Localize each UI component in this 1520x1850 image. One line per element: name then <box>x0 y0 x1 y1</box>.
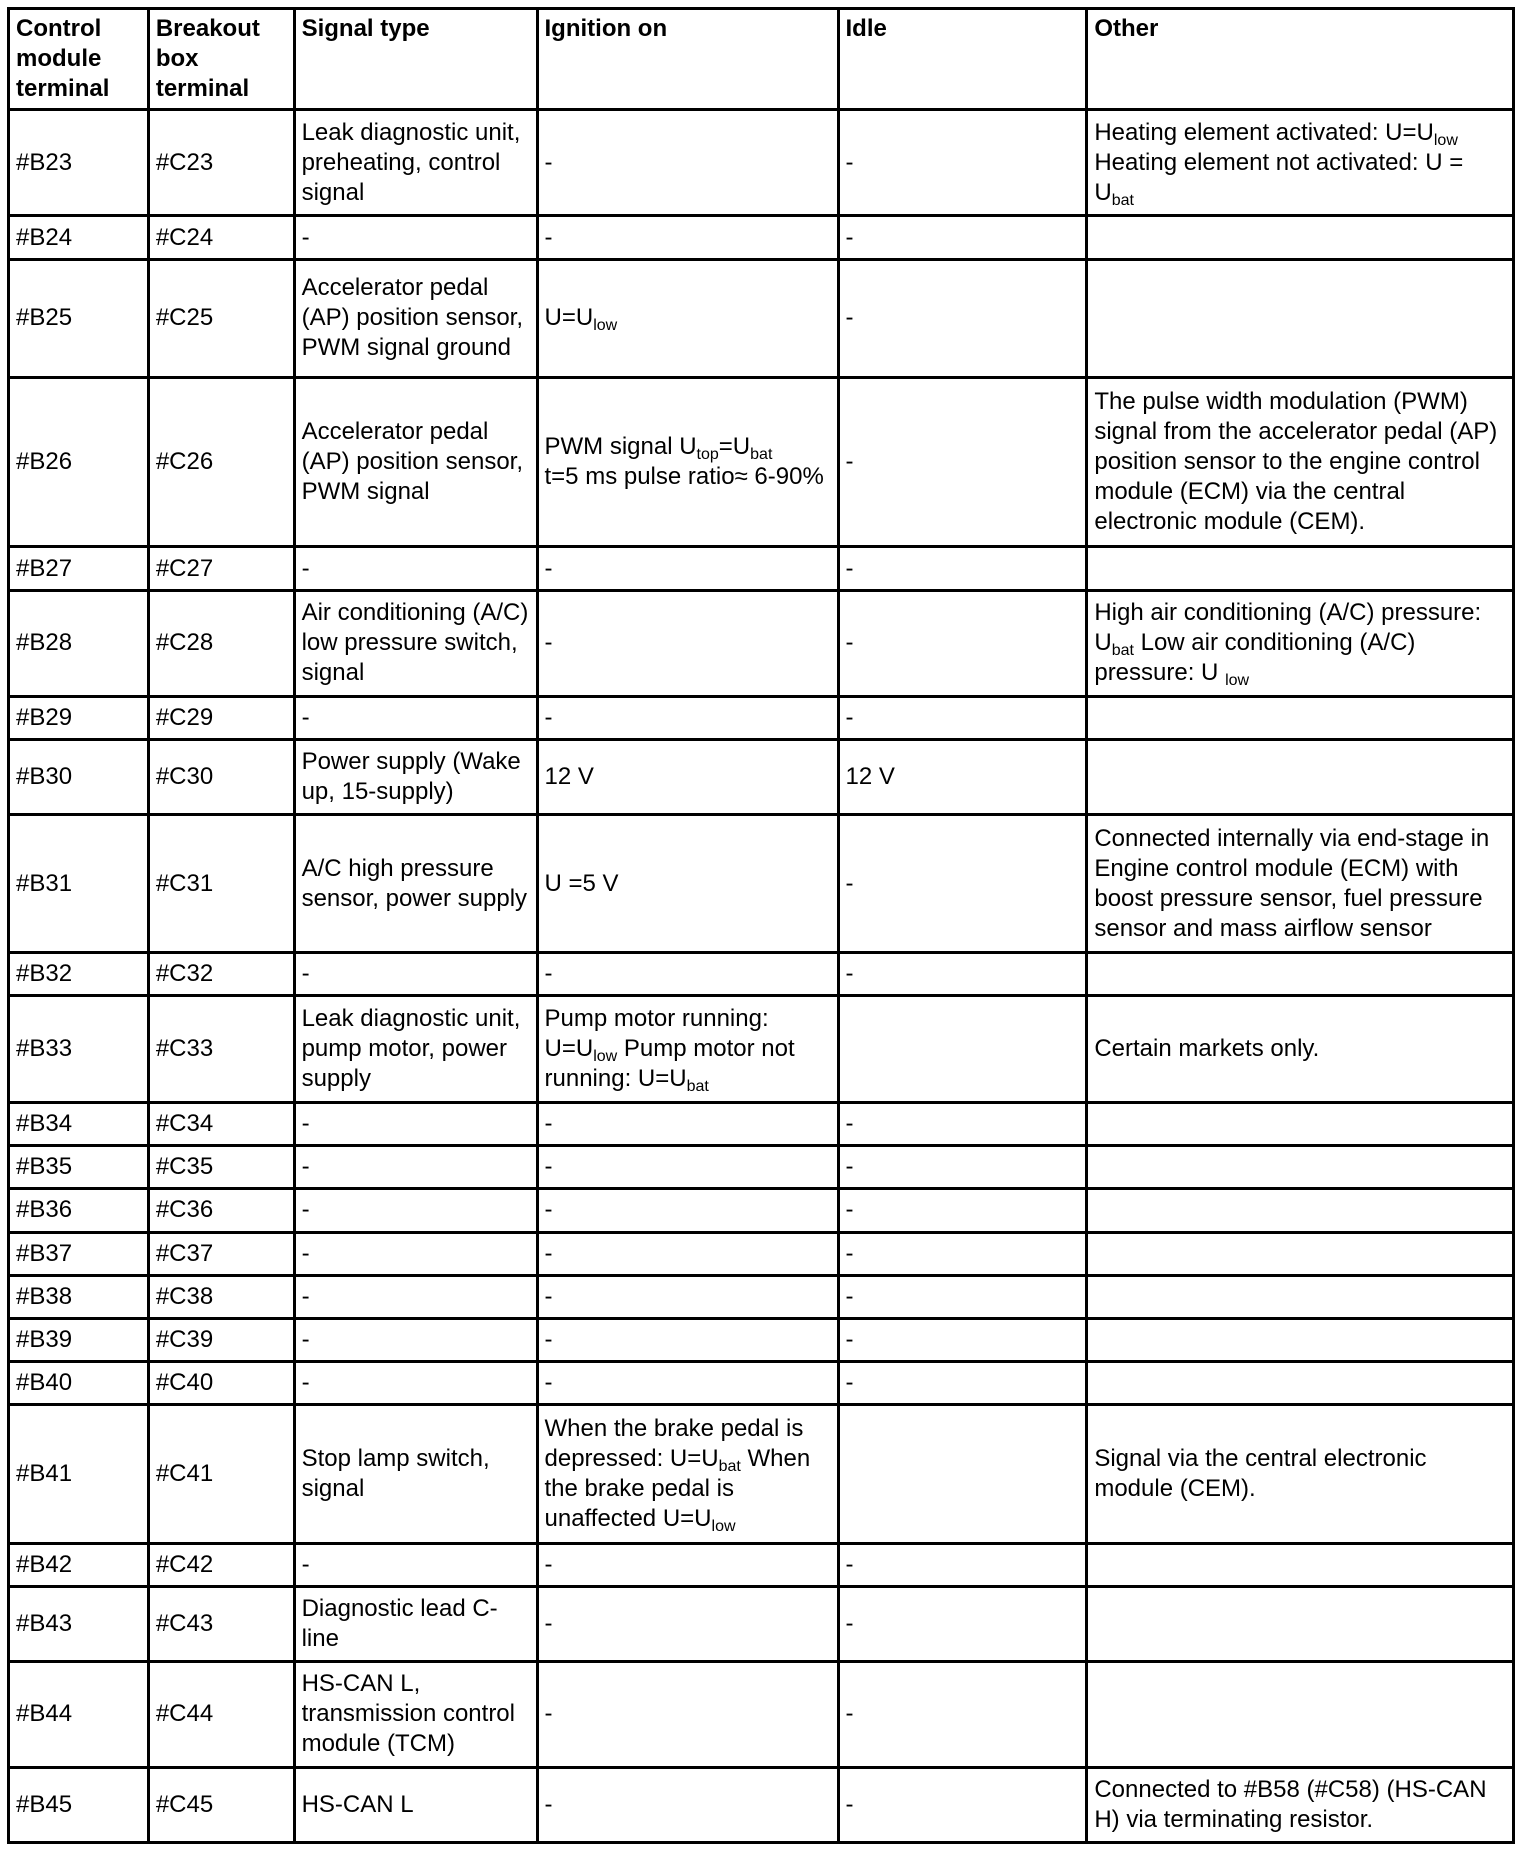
table-row <box>9 1146 1514 1189</box>
idle-cell: - <box>838 1146 1087 1189</box>
header-idle: Idle <box>838 9 1087 110</box>
idle-cell: - <box>838 1232 1087 1275</box>
table-row <box>9 996 1514 1102</box>
control-module-terminal-cell: #B45 <box>9 1768 149 1843</box>
other-cell <box>1087 1146 1514 1189</box>
idle-cell: - <box>838 1319 1087 1362</box>
breakout-box-terminal-cell: #C27 <box>148 547 294 590</box>
idle-cell: - <box>838 1586 1087 1661</box>
ignition-on-cell: - <box>537 1586 838 1661</box>
ignition-on-cell: - <box>537 1102 838 1145</box>
header-row <box>9 9 1514 110</box>
header-breakout-box-terminal: Breakout box terminal <box>148 9 294 110</box>
table-row <box>9 1768 1514 1843</box>
idle-cell: - <box>838 1543 1087 1586</box>
table-row <box>9 377 1514 547</box>
signal-type-cell: Accelerator pedal (AP) position sensor, PWM signal ground <box>294 259 537 377</box>
other-cell: Certain markets only. <box>1087 996 1514 1102</box>
breakout-box-terminal-cell: #C37 <box>148 1232 294 1275</box>
signal-type-cell: - <box>294 1232 537 1275</box>
header-other: Other <box>1087 9 1514 110</box>
table-row <box>9 1189 1514 1232</box>
signal-type-cell: - <box>294 1189 537 1232</box>
idle-cell: - <box>838 110 1087 216</box>
control-module-terminal-cell: #B24 <box>9 216 149 259</box>
signal-type-cell: Stop lamp switch, signal <box>294 1405 537 1543</box>
other-cell <box>1087 1586 1514 1661</box>
control-module-terminal-cell: #B26 <box>9 377 149 547</box>
table-row <box>9 1232 1514 1275</box>
breakout-box-terminal-cell: #C30 <box>148 740 294 815</box>
breakout-box-terminal-cell: #C44 <box>148 1661 294 1767</box>
ignition-on-cell: 12 V <box>537 740 838 815</box>
idle-cell: - <box>838 259 1087 377</box>
ignition-on-cell: - <box>537 547 838 590</box>
signal-type-cell: Leak diagnostic unit, pump motor, power supply <box>294 996 537 1102</box>
ignition-on-cell: Pump motor running: $U=U_{low}$ Pump motor not running: $U=U_{bat}$ <box>537 996 838 1102</box>
ignition-on-cell: - <box>537 1189 838 1232</box>
idle-cell: - <box>838 1275 1087 1318</box>
breakout-box-terminal-cell: #C24 <box>148 216 294 259</box>
table-row <box>9 1102 1514 1145</box>
ignition-on-cell: - <box>537 1543 838 1586</box>
control-module-terminal-cell: #B38 <box>9 1275 149 1318</box>
breakout-box-terminal-cell: #C32 <box>148 953 294 996</box>
breakout-box-terminal-cell: #C35 <box>148 1146 294 1189</box>
other-cell <box>1087 1232 1514 1275</box>
ignition-on-cell: - <box>537 1146 838 1189</box>
ignition-on-cell: When the brake pedal is depressed: $U=U_{bat}$ When the brake pedal is unaffected $U=U_{low}$ <box>537 1405 838 1543</box>
other-cell <box>1087 1543 1514 1586</box>
control-module-terminal-cell: #B35 <box>9 1146 149 1189</box>
ignition-on-cell: PWM signal $U_{top}=U_{bat}$ t=5 ms pulse ratio≈ 6-90% <box>537 377 838 547</box>
table-row <box>9 740 1514 815</box>
idle-cell: - <box>838 1102 1087 1145</box>
idle-cell: - <box>838 1661 1087 1767</box>
signal-type-cell: HS-CAN L, transmission control module (TCM) <box>294 1661 537 1767</box>
ignition-on-cell: - <box>537 1768 838 1843</box>
control-module-terminal-cell: #B34 <box>9 1102 149 1145</box>
control-module-terminal-cell: #B32 <box>9 953 149 996</box>
idle-cell <box>838 1405 1087 1543</box>
ignition-on-cell: - <box>537 1362 838 1405</box>
signal-type-cell: HS-CAN L <box>294 1768 537 1843</box>
other-cell <box>1087 697 1514 740</box>
breakout-box-terminal-cell: #C42 <box>148 1543 294 1586</box>
breakout-box-terminal-cell: #C39 <box>148 1319 294 1362</box>
other-cell <box>1087 1189 1514 1232</box>
signal-type-cell: - <box>294 1102 537 1145</box>
control-module-terminal-cell: #B43 <box>9 1586 149 1661</box>
other-cell: Connected to #B58 (#C58) (HS-CAN H) via terminating resistor. <box>1087 1768 1514 1843</box>
signal-type-cell: - <box>294 216 537 259</box>
signal-type-cell: - <box>294 1319 537 1362</box>
idle-cell: 12 V <box>838 740 1087 815</box>
signal-type-cell: Air conditioning (A/C) low pressure switch, signal <box>294 590 537 696</box>
control-module-terminal-cell: #B41 <box>9 1405 149 1543</box>
control-module-terminal-cell: #B31 <box>9 815 149 953</box>
ignition-on-cell: - <box>537 110 838 216</box>
signal-type-cell: - <box>294 1146 537 1189</box>
ignition-on-cell: - <box>537 697 838 740</box>
ignition-on-cell: - <box>537 1275 838 1318</box>
breakout-box-terminal-cell: #C28 <box>148 590 294 696</box>
control-module-terminal-cell: #B30 <box>9 740 149 815</box>
table-row <box>9 1275 1514 1318</box>
table-row <box>9 697 1514 740</box>
breakout-box-terminal-cell: #C41 <box>148 1405 294 1543</box>
signal-type-cell: - <box>294 1275 537 1318</box>
table-row <box>9 590 1514 696</box>
other-cell: Connected internally via end-stage in Engine control module (ECM) with boost pressure sensor, fuel pressure sensor and mass airflow sensor <box>1087 815 1514 953</box>
breakout-box-terminal-cell: #C34 <box>148 1102 294 1145</box>
idle-cell: - <box>838 590 1087 696</box>
table-row <box>9 1543 1514 1586</box>
breakout-box-terminal-cell: #C25 <box>148 259 294 377</box>
idle-cell: - <box>838 1362 1087 1405</box>
other-cell: Heating element activated: $U=U_{low}$ Heating element not activated: $U = U_{bat}$ <box>1087 110 1514 216</box>
control-module-terminal-cell: #B42 <box>9 1543 149 1586</box>
ignition-on-cell: - <box>537 1319 838 1362</box>
header-ignition-on: Ignition on <box>537 9 838 110</box>
control-module-terminal-cell: #B25 <box>9 259 149 377</box>
control-module-terminal-cell: #B33 <box>9 996 149 1102</box>
table-body <box>9 110 1514 1843</box>
breakout-box-terminal-cell: #C38 <box>148 1275 294 1318</box>
signal-type-cell: - <box>294 547 537 590</box>
ignition-on-cell: - <box>537 216 838 259</box>
signal-type-cell: - <box>294 953 537 996</box>
other-cell: High air conditioning (A/C) pressure: $U_{bat}$ Low air conditioning (A/C) pressure: U $_{low}$ <box>1087 590 1514 696</box>
idle-cell <box>838 996 1087 1102</box>
other-cell <box>1087 259 1514 377</box>
ignition-on-cell: - <box>537 953 838 996</box>
signal-type-cell: - <box>294 1543 537 1586</box>
control-module-terminal-cell: #B29 <box>9 697 149 740</box>
header-signal-type: Signal type <box>294 9 537 110</box>
table-row <box>9 1586 1514 1661</box>
other-cell <box>1087 953 1514 996</box>
other-cell <box>1087 547 1514 590</box>
breakout-box-terminal-cell: #C36 <box>148 1189 294 1232</box>
header-control-module-terminal: Control module terminal <box>9 9 149 110</box>
control-module-terminal-cell: #B23 <box>9 110 149 216</box>
idle-cell: - <box>838 216 1087 259</box>
other-cell <box>1087 740 1514 815</box>
signal-type-cell: - <box>294 697 537 740</box>
other-cell: The pulse width modulation (PWM) signal from the accelerator pedal (AP) position sensor to the engine control module (ECM) via the central electronic module (CEM). <box>1087 377 1514 547</box>
other-cell <box>1087 1661 1514 1767</box>
table-row <box>9 216 1514 259</box>
signal-type-cell: Accelerator pedal (AP) position sensor, PWM signal <box>294 377 537 547</box>
control-module-terminal-cell: #B37 <box>9 1232 149 1275</box>
signal-type-cell: A/C high pressure sensor, power supply <box>294 815 537 953</box>
other-cell <box>1087 1362 1514 1405</box>
breakout-box-terminal-cell: #C40 <box>148 1362 294 1405</box>
table-row <box>9 259 1514 377</box>
idle-cell: - <box>838 547 1087 590</box>
breakout-box-terminal-cell: #C31 <box>148 815 294 953</box>
idle-cell: - <box>838 953 1087 996</box>
ignition-on-cell: - <box>537 1232 838 1275</box>
signal-type-cell: Diagnostic lead C-line <box>294 1586 537 1661</box>
control-module-terminal-cell: #B44 <box>9 1661 149 1767</box>
breakout-box-terminal-cell: #C26 <box>148 377 294 547</box>
table-row <box>9 1362 1514 1405</box>
other-cell <box>1087 1319 1514 1362</box>
idle-cell: - <box>838 377 1087 547</box>
signal-type-cell: - <box>294 1362 537 1405</box>
table-row <box>9 110 1514 216</box>
ignition-on-cell: - <box>537 590 838 696</box>
signal-type-cell: Leak diagnostic unit, preheating, control signal <box>294 110 537 216</box>
terminal-table <box>7 7 1515 1844</box>
idle-cell: - <box>838 1768 1087 1843</box>
idle-cell: - <box>838 1189 1087 1232</box>
control-module-terminal-cell: #B39 <box>9 1319 149 1362</box>
other-cell: Signal via the central electronic module (CEM). <box>1087 1405 1514 1543</box>
breakout-box-terminal-cell: #C45 <box>148 1768 294 1843</box>
other-cell <box>1087 216 1514 259</box>
breakout-box-terminal-cell: #C33 <box>148 996 294 1102</box>
idle-cell: - <box>838 815 1087 953</box>
ignition-on-cell: - <box>537 1661 838 1767</box>
table-row <box>9 547 1514 590</box>
table-row <box>9 1661 1514 1767</box>
breakout-box-terminal-cell: #C23 <box>148 110 294 216</box>
control-module-terminal-cell: #B28 <box>9 590 149 696</box>
breakout-box-terminal-cell: #C29 <box>148 697 294 740</box>
idle-cell: - <box>838 697 1087 740</box>
ignition-on-cell: $U=U_{low}$ <box>537 259 838 377</box>
control-module-terminal-cell: #B36 <box>9 1189 149 1232</box>
table-row <box>9 953 1514 996</box>
signal-type-cell: Power supply (Wake up, 15-supply) <box>294 740 537 815</box>
other-cell <box>1087 1102 1514 1145</box>
control-module-terminal-cell: #B27 <box>9 547 149 590</box>
table-row <box>9 1405 1514 1543</box>
control-module-terminal-cell: #B40 <box>9 1362 149 1405</box>
other-cell <box>1087 1275 1514 1318</box>
table-row <box>9 1319 1514 1362</box>
breakout-box-terminal-cell: #C43 <box>148 1586 294 1661</box>
table-row <box>9 815 1514 953</box>
ignition-on-cell: U =5 V <box>537 815 838 953</box>
